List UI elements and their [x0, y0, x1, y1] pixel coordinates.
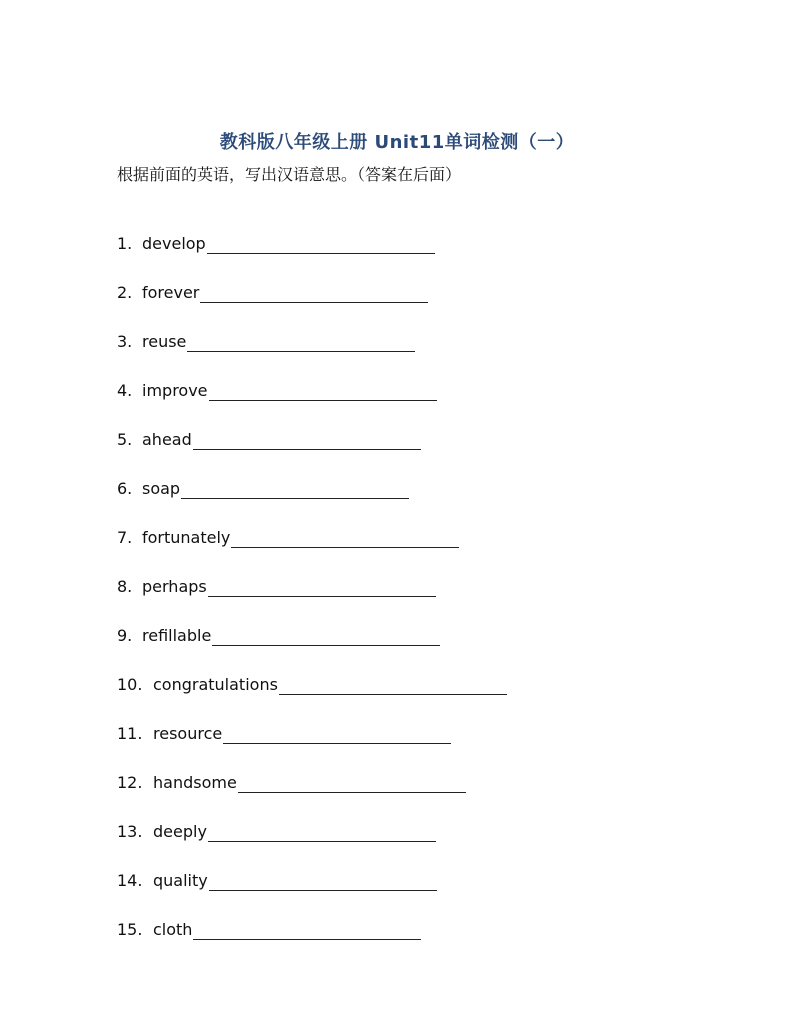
answer-blank[interactable] [208, 823, 436, 842]
item-number: 3. [117, 332, 133, 351]
item-word: forever [142, 283, 200, 302]
item-number: 14. [117, 871, 143, 890]
item-number: 7. [117, 528, 133, 547]
answer-blank[interactable] [193, 921, 421, 940]
answer-blank[interactable] [223, 725, 451, 744]
vocabulary-list [117, 205, 507, 940]
worksheet-title: 教科版八年级上册 Unit11单词检测（一） [219, 132, 575, 153]
item-word: ahead [142, 430, 192, 449]
answer-blank[interactable] [209, 872, 437, 891]
item-word: improve [142, 381, 208, 400]
vocab-item [117, 205, 507, 254]
item-word: resource [153, 724, 223, 743]
answer-blank[interactable] [209, 382, 437, 401]
answer-blank[interactable] [200, 284, 428, 303]
answer-blank[interactable] [238, 774, 466, 793]
item-number: 12. [117, 773, 143, 792]
item-number: 6. [117, 479, 133, 498]
vocab-item [117, 793, 507, 842]
vocab-item [117, 548, 507, 597]
answer-blank[interactable] [231, 529, 459, 548]
item-word: perhaps [142, 577, 207, 596]
vocab-item [117, 695, 507, 744]
vocab-item [117, 254, 507, 303]
item-word: handsome [153, 773, 237, 792]
item-number: 8. [117, 577, 133, 596]
vocab-item [117, 744, 507, 793]
item-word: quality [153, 871, 208, 890]
item-word: fortunately [142, 528, 231, 547]
item-number: 13. [117, 822, 143, 841]
item-word: reuse [142, 332, 187, 351]
item-number: 1. [117, 234, 133, 253]
vocab-item [117, 450, 507, 499]
item-word: refillable [142, 626, 212, 645]
answer-blank[interactable] [181, 480, 409, 499]
item-number: 5. [117, 430, 133, 449]
instruction-text: 根据前面的英语，写出汉语意思。（答案在后面） [117, 165, 462, 184]
answer-blank[interactable] [187, 333, 415, 352]
vocab-item [117, 646, 507, 695]
vocab-item [117, 891, 507, 940]
item-word: soap [142, 479, 181, 498]
item-number: 2. [117, 283, 133, 302]
item-number: 11. [117, 724, 143, 743]
item-word: congratulations [153, 675, 278, 694]
vocab-item [117, 303, 507, 352]
vocab-item [117, 352, 507, 401]
answer-blank[interactable] [207, 235, 435, 254]
answer-blank[interactable] [208, 578, 436, 597]
answer-blank[interactable] [193, 431, 421, 450]
vocab-item [117, 842, 507, 891]
vocab-item [117, 499, 507, 548]
item-word: develop [142, 234, 206, 253]
vocab-item [117, 597, 507, 646]
answer-blank[interactable] [212, 627, 440, 646]
vocab-item [117, 401, 507, 450]
item-word: deeply [153, 822, 207, 841]
item-number: 4. [117, 381, 133, 400]
item-number: 10. [117, 675, 143, 694]
item-word: cloth [153, 920, 193, 939]
item-number: 9. [117, 626, 133, 645]
item-number: 15. [117, 920, 143, 939]
answer-blank[interactable] [279, 676, 507, 695]
